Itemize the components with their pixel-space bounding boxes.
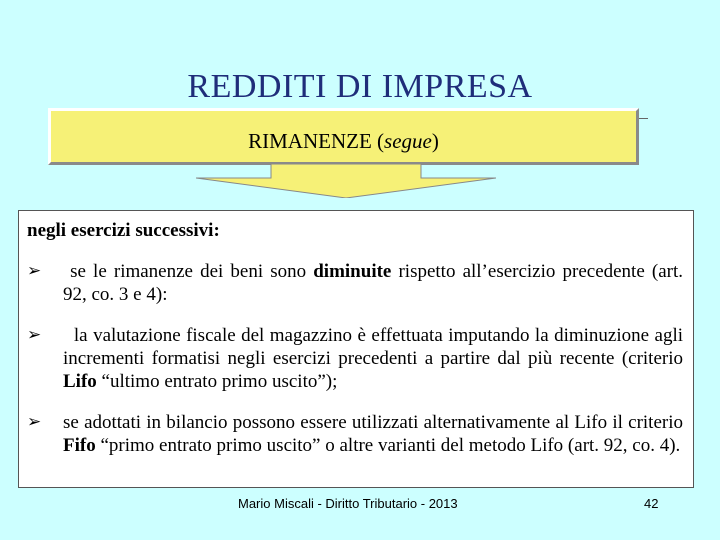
intro-text: negli esercizi successivi: xyxy=(27,220,220,241)
item-text-bold: Fifo xyxy=(63,435,96,456)
banner-label: RIMANENZE xyxy=(248,129,372,153)
list-item-text xyxy=(63,411,683,457)
banner-italic-note: segue xyxy=(384,129,432,153)
slide-title: REDDITI DI IMPRESA xyxy=(187,68,533,105)
item-text-post: rispetto all’esercizio precedente (art. 92, co. 3 e 4): xyxy=(63,261,683,305)
item-text-pre: se adottati in bilancio possono essere utilizzati alternativamente al Lifo il criterio xyxy=(63,412,683,433)
page-number: 42 xyxy=(644,496,659,511)
list-item xyxy=(27,324,683,393)
banner-text: RIMANENZE (segue) xyxy=(248,129,439,153)
section-banner xyxy=(48,108,639,165)
item-text-post: “primo entrato primo uscito” o altre varianti del metodo Lifo (art. 92, co. 4). xyxy=(95,435,681,456)
item-text-pre: la valutazione fiscale del magazzino è effettuata imputando la diminuzione agli incrementi formatisi negli esercizi precedenti a partire dal più recente (criterio xyxy=(63,325,683,369)
arrow-bullet-icon: ➢ xyxy=(27,261,42,281)
item-text-bold: diminuite xyxy=(313,261,392,282)
arrow-bullet-icon: ➢ xyxy=(27,325,42,345)
down-arrow-icon xyxy=(196,164,496,198)
arrow-bullet-icon: ➢ xyxy=(27,412,42,432)
list-item xyxy=(27,411,683,457)
item-text-pre: se le rimanenze dei beni sono xyxy=(70,261,314,282)
item-text-post: “ultimo entrato primo uscito”); xyxy=(96,371,338,392)
list-item-text xyxy=(63,260,683,306)
list-item xyxy=(27,260,683,306)
item-text-bold: Lifo xyxy=(63,371,97,392)
footer-text: Mario Miscali - Diritto Tributario - 2013 xyxy=(238,496,458,511)
content-box xyxy=(18,210,694,488)
list-item-text xyxy=(63,324,683,393)
